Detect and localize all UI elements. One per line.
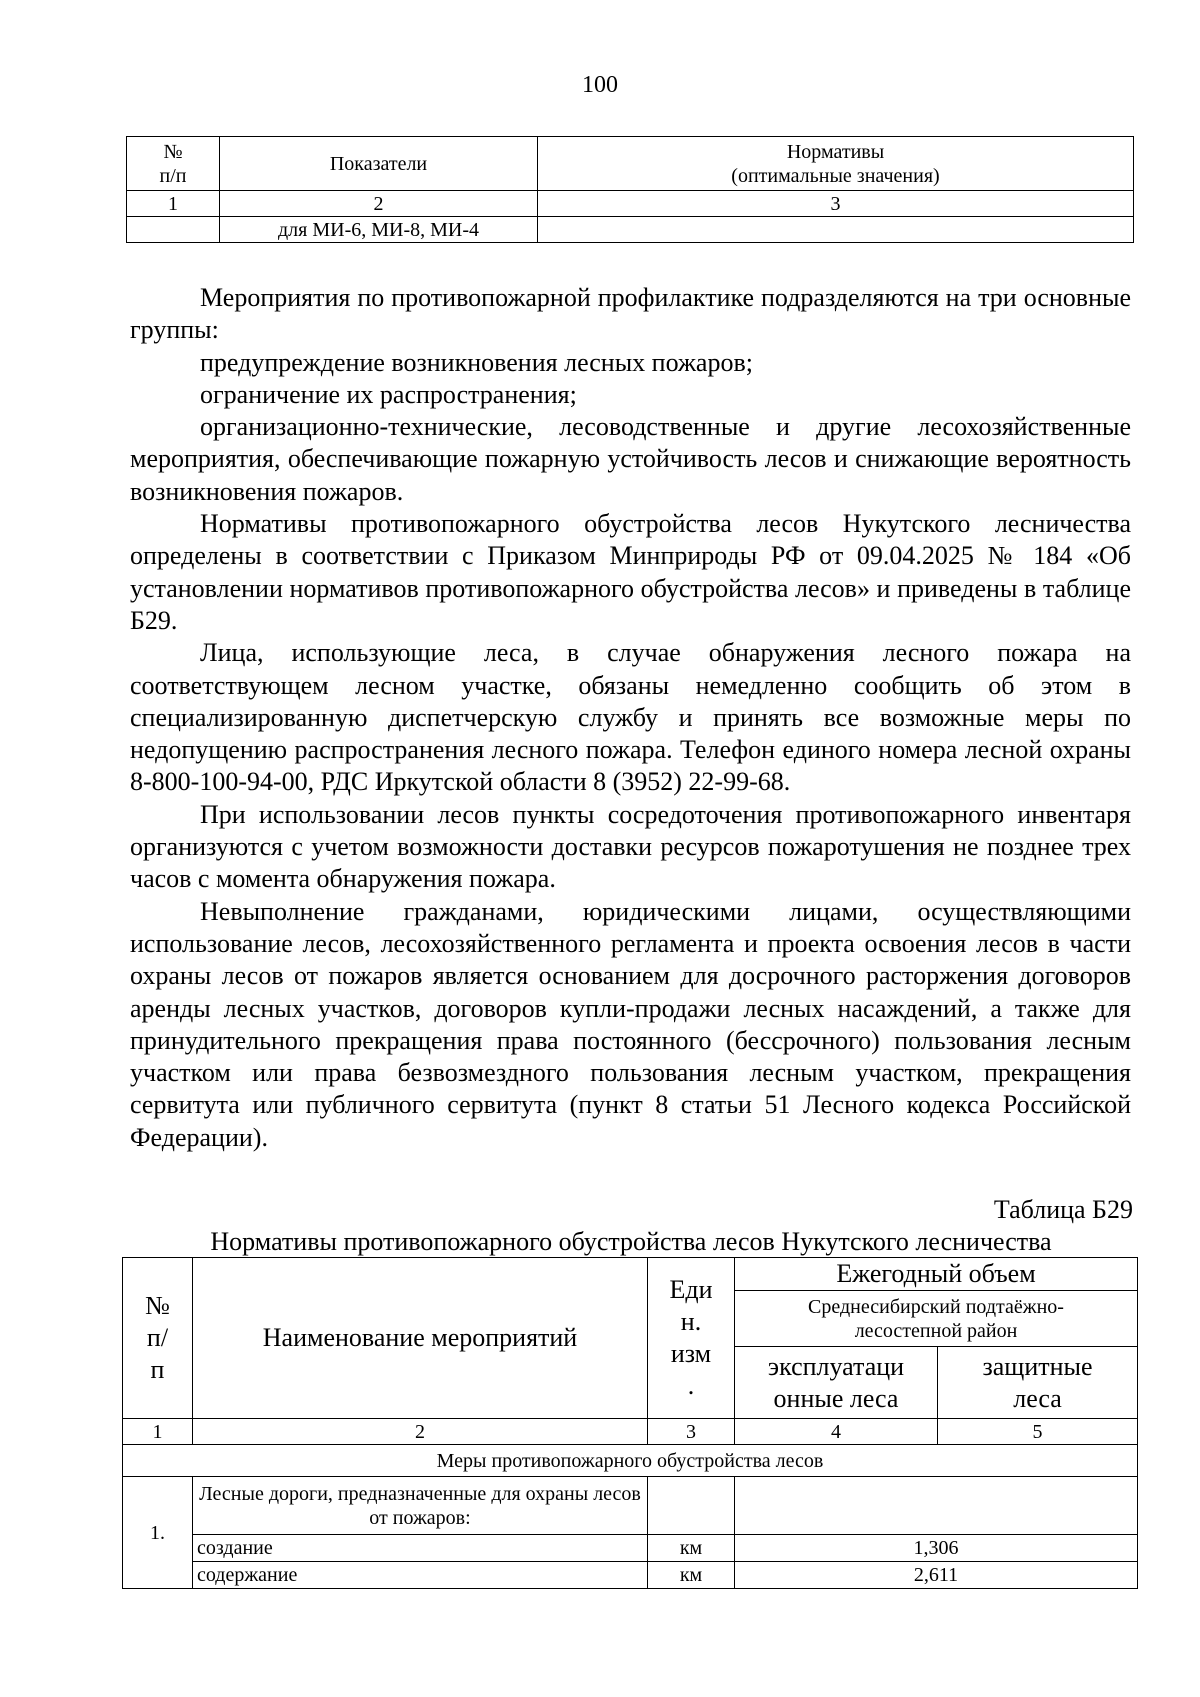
table-label: Таблица Б29: [993, 1195, 1133, 1224]
header-norms-line1: Нормативы: [786, 140, 885, 163]
row-value: 1,306: [735, 1535, 1138, 1562]
body-text: [130, 282, 1131, 1154]
col-number: 5: [938, 1419, 1138, 1445]
paragraph: Лица, использующие леса, в случае обнаружения лесного пожара на соответствующем лесном участке, обязаны немедленно сообщить об этом в специализированную диспетчерскую службу и принять все возможные меры по недопущению распространения лесного пожара. Телефон единого номера лесной охраны 8-800-100-94-00, РДС Иркутской области 8 (3952) 22-99-68.: [130, 638, 1131, 797]
table-title: Нормативы противопожарного обустройства лесов Нукутского лесничества: [210, 1227, 1052, 1256]
row-value: [538, 217, 1134, 243]
row-name: содержание: [193, 1562, 648, 1589]
col-number: 1: [127, 191, 220, 217]
header-protect: защитные леса: [938, 1347, 1138, 1419]
row-name: Лесные дороги, предназначенные для охраны лесов от пожаров:: [193, 1477, 648, 1535]
row-unit: км: [648, 1562, 735, 1589]
paragraph: организационно-технические, лесоводственные и другие лесохозяйственные мероприятия, обеспечивающие пожарную устойчивость лесов и снижающие вероятность возникновения пожаров.: [130, 412, 1131, 506]
page-number: 100: [582, 72, 618, 98]
section-title: Меры противопожарного обустройства лесов: [123, 1445, 1138, 1477]
row-value: 2,611: [735, 1562, 1138, 1589]
top-table: [126, 136, 1134, 243]
paragraph: Нормативы противопожарного обустройства лесов Нукутского лесничества определены в соответствии с Приказом Минприроды РФ от 09.04.2025 № 184 «Об установлении нормативов противопожарного обустройства лесов» и приведены в таблице Б29.: [130, 509, 1131, 635]
header-exploit: эксплуатаци онные леса: [735, 1347, 938, 1419]
row-unit: [648, 1477, 735, 1535]
paragraph: ограничение их распространения;: [200, 379, 577, 409]
col-number: 3: [648, 1419, 735, 1445]
header-unit: Еди н. изм .: [648, 1258, 735, 1419]
row-value: [735, 1477, 1138, 1535]
row-unit: км: [648, 1535, 735, 1562]
col-number: 3: [538, 191, 1134, 217]
header-num: № п/п: [127, 137, 220, 191]
header-region: Среднесибирский подтаёжно- лесостепной район: [735, 1291, 1138, 1347]
header-indicators: Показатели: [220, 137, 538, 191]
table-b29: [122, 1257, 1138, 1589]
col-number: 4: [735, 1419, 938, 1445]
header-name: Наименование мероприятий: [193, 1258, 648, 1419]
header-num: № п/ п: [123, 1258, 193, 1419]
header-annual: Ежегодный объем: [735, 1258, 1138, 1291]
paragraph: При использовании лесов пункты сосредоточения противопожарного инвентаря организуются с учетом возможности доставки ресурсов пожаротушения не позднее трех часов с момента обнаружения пожара.: [130, 799, 1131, 894]
paragraph: Невыполнение гражданами, юридическими лицами, осуществляющими использование лесов, лесохозяйственного регламента и проекта освоения лесов в части охраны лесов от пожаров является основанием для досрочного расторжения договоров аренды лесных участков, договоров купли-продажи лесных насаждений, а также для принудительного прекращения права постоянного (бессрочного) пользования лесным участком или права безвозмездного пользования лесным участком, прекращения сервитута или публичного сервитута (пункт 8 статьи 51 Лесного кодекса Российской Федерации).: [130, 896, 1131, 1152]
header-norms-line2: (оптимальные значения): [731, 164, 940, 187]
header-norms: [538, 137, 1134, 191]
row-name: создание: [193, 1535, 648, 1562]
col-number: 2: [220, 191, 538, 217]
paragraph: предупреждение возникновения лесных пожаров;: [200, 347, 753, 377]
row-num: 1.: [123, 1477, 193, 1589]
col-number: 2: [193, 1419, 648, 1445]
row-num: [127, 217, 220, 243]
paragraph: Мероприятия по противопожарной профилактике подразделяются на три основные группы:: [130, 283, 1131, 345]
row-indicator: для МИ-6, МИ-8, МИ-4: [220, 217, 538, 243]
col-number: 1: [123, 1419, 193, 1445]
